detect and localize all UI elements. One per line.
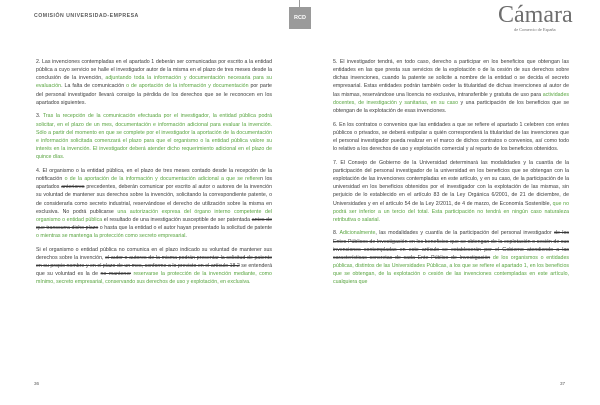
paragraph <box>333 58 569 115</box>
paragraph <box>333 121 569 154</box>
camara-logo: Cámara <box>498 2 573 28</box>
camara-logo-subtitle: de Comercio de España <box>514 27 556 32</box>
inserted-text: o de la aportación de la información y documentación adicional a que se refiere <box>64 176 261 183</box>
inserted-text: de los organismos o entidades públicas, distintos de las Universidades Públicas, a los que se refiere el apartado 1, en los beneficios que se obtengan, de la explotación o cesión de las invenciones contempladas en este artículo, cualquiera que <box>333 254 570 286</box>
logo-divider <box>299 0 300 7</box>
body-text: Si el organismo o entidad pública no comunica en el plazo indicado su voluntad de mantener sus derechos sobre la invención, <box>36 246 272 261</box>
left-page-text <box>36 58 272 292</box>
right-page-text <box>333 58 569 292</box>
inserted-text: o de aportación de la información y documentación <box>126 83 249 90</box>
body-text: n los apartados <box>36 176 273 191</box>
body-text: el resultado de una investigación susceptible de ser patentada <box>102 216 252 223</box>
deleted-text: antes de que transcurra dicho plazo <box>36 216 272 231</box>
body-text: precedentes, deberán comunicar por escrito al autor o autores de la invención su voluntad de mantener sus derechos sobre la invención, solicitando la correspondiente patente, o de considerarla como secreto industrial, reservándose el derecho de utilización sobre la misma en exclusiva. No podrá publicarse <box>36 184 273 215</box>
inserted-text: una autorización expresa del órgano interno competente del organismo o entidad pública <box>36 208 272 223</box>
inserted-text: Adicionalmente <box>339 230 376 237</box>
paragraph <box>36 167 272 240</box>
page-header <box>0 0 600 50</box>
paragraph <box>36 112 272 161</box>
deleted-text: anteriores <box>61 184 85 191</box>
body-text: por parte del personal investigador llevará consigo la pérdida de los derechos que se le reconocen en los apartados siguientes. <box>36 83 272 106</box>
body-text: 7. El Consejo de Gobierno de la Universidad determinará las modalidades y la cuantía de la participación del personal investigador de la universidad en los beneficios que se obtengan con la explotación de las invenciones contempladas en este artículo, y en su caso, de la participación de la universidad en los beneficios obtenidos por el investigador con la explotación de las mismas, sin perjuicio de lo establecido en el artículo 83 de la Ley Orgánica 6/2001, de 21 de diciembre, de Universidades y en el artículo 54 de la Ley 2/2011, de 4 de marzo, de Economía Sostenible, <box>333 159 569 207</box>
body-text: 8. <box>333 230 340 237</box>
deleted-text: no mantener <box>100 271 132 278</box>
body-text: se entenderá que su voluntad es la de <box>36 263 272 278</box>
inserted-text: adjuntando toda la información y documentación necesaria para su evaluación <box>36 75 272 90</box>
inserted-text: actividades docentes, de investigación y sanitarias, en su caso <box>333 91 569 106</box>
left-page-number: 36 <box>34 381 40 386</box>
inserted-text: reservarse la protección de la invención mediante, como mínimo, secreto empresarial, conservando sus derechos de uso y explotación, en exclusiva. <box>36 271 272 286</box>
body-text: 6. En los contratos o convenios que las entidades a que se refiere el apartado 1 celebren con entes públicos o privados, se deberá estipular a quién corresponderá la titularidad de las invenciones que el personal investigador pueda realizar en el marco de dichos contratos o convenios, así como todo lo relativo a los derechos de uso y explotación comercial y al reparto de los beneficios obtenidos. <box>333 121 569 153</box>
paragraph <box>36 58 272 107</box>
inserted-text: que no podrá ser inferior a un tercio del total. Esta participación no tendrá en ningún caso naturaleza retributiva o salarial. <box>333 200 569 223</box>
body-text: 3. <box>36 113 43 120</box>
right-page-number: 37 <box>560 381 566 386</box>
header-title: COMISIÓN UNIVERSIDAD-EMPRESA <box>34 13 139 19</box>
paragraph <box>333 159 569 224</box>
rcd-logo: RCD <box>289 7 311 29</box>
inserted-text: Tras la recepción de la comunicación efectuada por el investigador, la entidad pública podrá solicitar, en el plazo de un mes, documentación e información adicional para evaluar la invención. Sólo a partir del momento en que se complete por el investigador la aportación de la documentación e información solicitada comenzará el plazo para que el organismo o la entidad pública valore su interés en la invención. El investigador deberá atender dicho requerimiento adicional en el plazo de quince días. <box>36 113 272 161</box>
body-text: . La falta de comunicación <box>61 83 127 90</box>
body-text: 5. El investigador tendrá, en todo caso, derecho a participar en los beneficios que obtengan las entidades en las que presta sus servicios de la explotación o de la cesión de sus derechos sobre dichas invenciones, cuando la patente se solicite a nombre de la entidad o se decida el secreto empresarial. Estas entidades podrán también ceder la titularidad de dichas invenciones al autor de las mismas, reservándose una licencia no exclusiva, intransferible y gratuita de uso para <box>333 59 569 98</box>
paragraph <box>36 246 272 287</box>
body-text: o hasta que la entidad o el autor hayan presentado la solicitud de patente <box>98 224 272 231</box>
deleted-text: de los Entes Públicos de Investigación en los beneficios que se obtengan de la explotación o cesión de sus invenciones contempladas en este artículo se establecerán por el Gobierno atendiendo a las características concretas de cada Ente Público de Investigación <box>333 230 569 261</box>
body-text: , las modalidades y cuantía de la participación del personal investigador <box>375 230 555 237</box>
deleted-text: el autor o autores de la misma podrán presentar la solicitud de patente en su propio nombre y en el plazo de un mes, conforme a lo previsto en el artículo 18.2 <box>36 254 272 270</box>
body-text: 2. Las invenciones contempladas en el apartado 1 deberán ser comunicadas por escrito a la entidad pública a cuyo servicio se halle el investigador autor de la misma en el plazo de tres meses desde la conclusión de la invención, <box>36 59 272 82</box>
body-text: y una participación de los beneficios que se obtengan de la explotación de esas invenciones. <box>333 99 569 114</box>
paragraph <box>333 229 569 286</box>
body-text: 4. El organismo o la entidad pública, en el plazo de tres meses contado desde la recepción de la notificación <box>36 167 272 183</box>
body-text: . <box>185 233 187 240</box>
inserted-text: o mientras se mantenga la protección como secreto empresarial <box>36 233 186 240</box>
